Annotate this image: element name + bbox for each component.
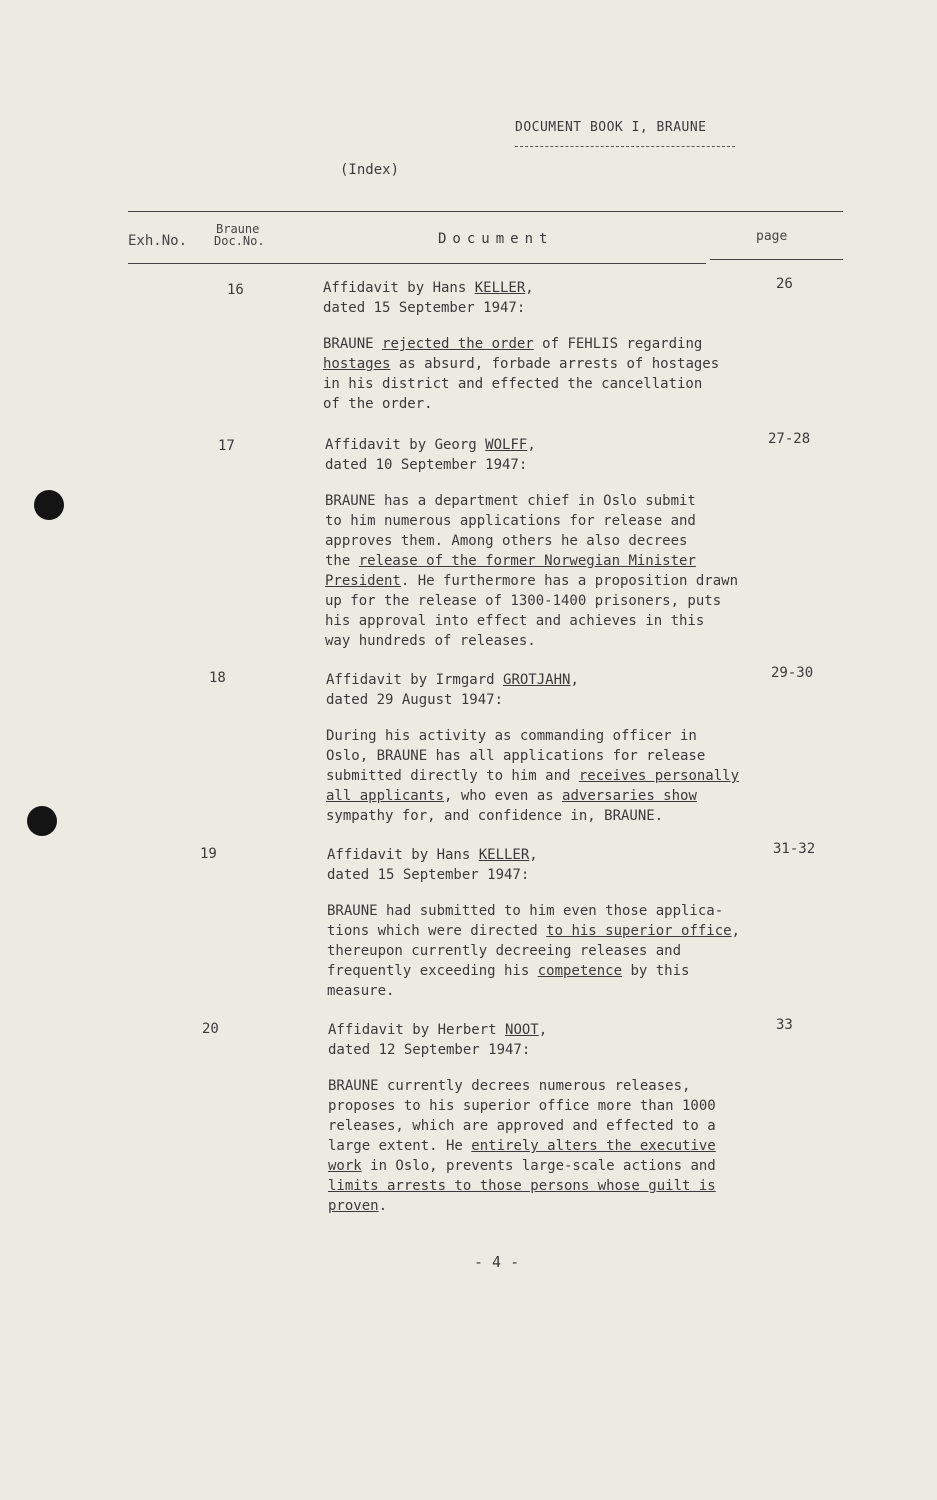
underlined-text: President <box>325 573 401 589</box>
summary-line <box>328 1136 716 1156</box>
affidavit-prefix: Affidavit by Hans <box>327 847 479 863</box>
summary-text: submitted directly to him and <box>326 768 579 784</box>
exhibit-number: 16 <box>227 282 244 298</box>
summary-line <box>325 511 738 531</box>
underlined-text: proven <box>328 1198 379 1214</box>
summary-text: of the order. <box>323 396 433 412</box>
document-book-title: DOCUMENT BOOK I, BRAUNE <box>515 120 707 135</box>
summary-line <box>323 334 719 354</box>
header-rule-right <box>710 259 843 260</box>
page-number: - 4 - <box>474 1253 520 1271</box>
summary-line <box>325 611 738 631</box>
summary-line <box>325 551 738 571</box>
summary-line <box>327 961 740 981</box>
affiant-name: KELLER <box>474 280 526 296</box>
affidavit-suffix: , <box>570 672 579 688</box>
summary-text: way hundreds of releases. <box>325 633 536 649</box>
punch-hole <box>27 806 57 836</box>
punch-hole <box>34 490 64 520</box>
summary-text: of FEHLIS regarding <box>533 336 703 352</box>
affidavit-title <box>323 278 719 298</box>
summary-line <box>326 786 739 806</box>
summary-line <box>325 631 738 651</box>
summary-line <box>323 374 719 394</box>
underlined-text: limits arrests to those persons whose guilt is <box>328 1178 716 1194</box>
page-reference: 26 <box>776 276 793 292</box>
summary-text: proposes to his superior office more than 1000 <box>328 1098 716 1114</box>
entry-20 <box>328 1020 716 1216</box>
underlined-text: receives personally <box>578 768 740 784</box>
summary-line <box>328 1076 716 1096</box>
entry-summary <box>325 491 738 651</box>
summary-line <box>325 591 738 611</box>
affidavit-title <box>326 670 739 690</box>
affidavit-prefix: Affidavit by Herbert <box>328 1022 506 1038</box>
summary-text: releases, which are approved and effected to a <box>328 1118 716 1134</box>
affidavit-title <box>325 435 738 455</box>
exhibit-number: 19 <box>200 846 217 862</box>
affiant-name: NOOT <box>505 1022 539 1038</box>
underlined-text: entirely alters the executive <box>471 1138 716 1154</box>
column-header-exh-no: Exh.No. <box>128 233 188 249</box>
column-header-document: Document <box>438 231 554 247</box>
summary-text: up for the release of 1300-1400 prisoners, puts <box>325 593 722 609</box>
summary-line <box>323 394 719 414</box>
summary-line <box>325 491 738 511</box>
summary-line <box>326 766 739 786</box>
affiant-name: GROTJAHN <box>503 672 571 688</box>
summary-line <box>326 806 739 826</box>
summary-text: in his district and effected the cancellation <box>323 376 703 392</box>
index-label: (Index) <box>340 162 400 178</box>
affidavit-date: dated 10 September 1947: <box>325 457 528 473</box>
summary-text: frequently exceeding his <box>327 963 538 979</box>
entry-19 <box>327 845 740 1001</box>
underlined-text: all applicants <box>326 788 445 804</box>
exhibit-number: 18 <box>209 670 226 686</box>
underlined-text: to his superior office <box>546 923 732 939</box>
summary-line <box>328 1156 716 1176</box>
summary-text: BRAUNE <box>323 336 383 352</box>
page-reference: 31-32 <box>773 841 816 857</box>
header-rule-left <box>128 263 706 264</box>
summary-text: sympathy for, and confidence in, BRAUNE. <box>326 808 664 824</box>
underlined-text: adversaries show <box>562 788 697 804</box>
summary-text: . <box>378 1198 388 1214</box>
summary-text: BRAUNE has a department chief in Oslo submit <box>325 493 696 509</box>
affidavit-date: dated 29 August 1947: <box>326 692 504 708</box>
summary-line <box>323 354 719 374</box>
summary-line <box>326 726 739 746</box>
summary-text: measure. <box>327 983 395 999</box>
affiant-name: WOLFF <box>485 437 528 453</box>
page-reference: 33 <box>776 1017 793 1033</box>
summary-line <box>327 941 740 961</box>
column-header-page: page <box>756 229 788 244</box>
entry-summary <box>328 1076 716 1216</box>
affidavit-title <box>327 845 740 865</box>
affidavit-prefix: Affidavit by Georg <box>325 437 486 453</box>
summary-line <box>327 981 740 1001</box>
summary-text: BRAUNE currently decrees numerous releases, <box>328 1078 691 1094</box>
affidavit-title <box>328 1020 716 1040</box>
summary-text: as absurd, forbade arrests of hostages <box>390 356 720 372</box>
summary-text: in Oslo, prevents large-scale actions and <box>361 1158 716 1174</box>
top-rule <box>128 211 843 212</box>
summary-line <box>327 901 740 921</box>
affidavit-date: dated 15 September 1947: <box>323 300 526 316</box>
exhibit-number: 17 <box>218 438 235 454</box>
exhibit-number: 20 <box>202 1021 219 1037</box>
entry-16 <box>323 278 719 414</box>
affidavit-suffix: , <box>525 280 534 296</box>
summary-text: BRAUNE had submitted to him even those applica- <box>327 903 724 919</box>
title-dashed-underline <box>515 146 735 147</box>
summary-line <box>328 1176 716 1196</box>
summary-text: large extent. He <box>328 1138 472 1154</box>
summary-text: , <box>731 923 741 939</box>
summary-text: the <box>325 553 359 569</box>
affidavit-suffix: , <box>538 1022 548 1038</box>
column-header-doc-no: Doc.No. <box>214 234 265 248</box>
affidavit-date: dated 15 September 1947: <box>327 867 530 883</box>
affidavit-prefix: Affidavit by Hans <box>323 280 475 296</box>
summary-line <box>328 1116 716 1136</box>
summary-text: . He furthermore has a proposition drawn <box>400 573 739 589</box>
page-reference: 29-30 <box>771 665 814 681</box>
summary-line <box>325 571 738 591</box>
underlined-text: work <box>328 1158 362 1174</box>
summary-line <box>328 1096 716 1116</box>
summary-line <box>325 531 738 551</box>
affidavit-prefix: Affidavit by Irmgard <box>326 672 504 688</box>
entry-18 <box>326 670 739 826</box>
summary-text: During his activity as commanding officer in <box>326 728 697 744</box>
underlined-text: release of the former Norwegian Minister <box>358 553 696 569</box>
underlined-text: rejected the order <box>382 336 534 352</box>
affiant-name: KELLER <box>478 847 530 863</box>
summary-line <box>327 921 740 941</box>
summary-text: tions which were directed <box>327 923 547 939</box>
entry-summary <box>326 726 739 826</box>
summary-text: Oslo, BRAUNE has all applications for release <box>326 748 706 764</box>
entry-17 <box>325 435 738 651</box>
entry-summary <box>323 334 719 414</box>
summary-text: approves them. Among others he also decrees <box>325 533 688 549</box>
summary-text: , who even as <box>444 788 563 804</box>
underlined-text: hostages <box>323 356 391 372</box>
summary-text: his approval into effect and achieves in this <box>325 613 705 629</box>
column-header-braune: Braune <box>216 222 260 236</box>
affidavit-suffix: , <box>527 437 536 453</box>
page-reference: 27-28 <box>768 431 811 447</box>
affidavit-suffix: , <box>529 847 538 863</box>
summary-text: to him numerous applications for release and <box>325 513 696 529</box>
summary-line <box>326 746 739 766</box>
summary-line <box>328 1196 716 1216</box>
affidavit-date: dated 12 September 1947: <box>328 1042 531 1058</box>
underlined-text: competence <box>537 963 623 979</box>
summary-text: thereupon currently decreeing releases and <box>327 943 682 959</box>
summary-text: by this <box>622 963 690 979</box>
entry-summary <box>327 901 740 1001</box>
